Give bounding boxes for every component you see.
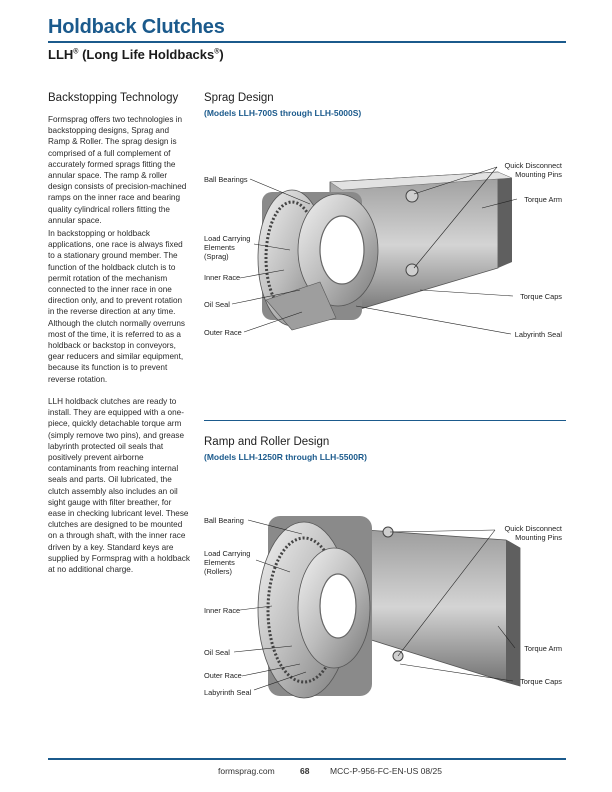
label-ball-bearing: Ball Bearing (204, 516, 244, 525)
sprag-design-models: (Models LLH-700S through LLH-5000S) (204, 108, 362, 118)
body-paragraph: In backstopping or holdback applications, one race is always fixed to a stationary ground member. The function of the holdback clutch is to permit rotation of the mechanism connected to the inner race in one direction only, and to prevent rotation in the reverse direction at any time. Although the clutch normally overruns most of the time, it is referred to as a holdback or backstop in conveyors, gear reducers and similar equipment, because its function is to prevent reverse rotation. (48, 229, 185, 384)
label-torque-caps: Torque Caps (520, 292, 562, 301)
label-outer-race: Outer Race (204, 671, 242, 680)
subtitle-end: ) (219, 47, 224, 62)
label-quick-disconnect: Quick Disconnect Mounting Pins (504, 524, 562, 542)
body-paragraph: LLH holdback clutches are ready to install. They are equipped with a one-piece, quickly detachable torque arm (simply remove two pins), and grease labyrinth protected oil seals that positively prevent airborne contaminants from reaching internal seals and parts. Oil lubricated, the clutch assembly also includes an oil sight gauge with filter breather, for ease in checking lubricant level. These clutches are designed to be mounted on a through shaft, with the inner race driven by a key. Standard keys are supplied by Formsprag with a holdback at no additional charge. (48, 397, 190, 575)
section-heading: Backstopping Technology (48, 92, 179, 104)
label-oil-seal: Oil Seal (204, 300, 230, 309)
roller-design-models: (Models LLH-1250R through LLH-5500R) (204, 452, 367, 462)
roller-design-title: Ramp and Roller Design (204, 436, 330, 448)
label-outer-race: Outer Race (204, 328, 242, 337)
label-labyrinth-seal: Labyrinth Seal (514, 330, 562, 339)
footer-divider (48, 758, 566, 760)
label-labyrinth-seal: Labyrinth Seal (204, 688, 252, 697)
label-oil-seal: Oil Seal (204, 648, 230, 657)
label-ball-bearings: Ball Bearings (204, 175, 248, 184)
subtitle-main: LLH (48, 47, 74, 62)
label-load-carrying-elements: Load Carrying Elements (Rollers) (204, 549, 251, 576)
label-torque-caps: Torque Caps (520, 677, 562, 686)
page-title: Holdback Clutches (48, 16, 225, 38)
label-torque-arm: Torque Arm (524, 644, 562, 653)
body-paragraph: Formsprag offers two technologies in backstopping designs, Sprag and Ramp & Roller. The sprag design is comprised of a full complement of accurately formed sprags fitting the annular space. The ramp & roller design consists of precision-machined ramps on the inner race and bearing quality cylindrical rollers fitting the annular space. (48, 115, 187, 225)
subtitle-rest: (Long Life Holdbacks (78, 47, 215, 62)
document-code: MCC-P-956-FC-EN-US 08/25 (330, 766, 442, 776)
subtitle-registered-mark: ® (73, 48, 79, 56)
label-torque-arm: Torque Arm (524, 195, 562, 204)
footer-url[interactable]: formsprag.com (218, 766, 275, 776)
label-quick-disconnect: Quick Disconnect Mounting Pins (504, 161, 562, 179)
page-number: 68 (300, 766, 310, 776)
label-inner-race: Inner Race (204, 606, 241, 615)
label-load-carrying-elements: Load Carrying Elements (Sprag) (204, 234, 251, 261)
sprag-design-title: Sprag Design (204, 92, 274, 104)
label-inner-race: Inner Race (204, 273, 241, 282)
subtitle-registered-mark-2: ® (214, 48, 220, 56)
